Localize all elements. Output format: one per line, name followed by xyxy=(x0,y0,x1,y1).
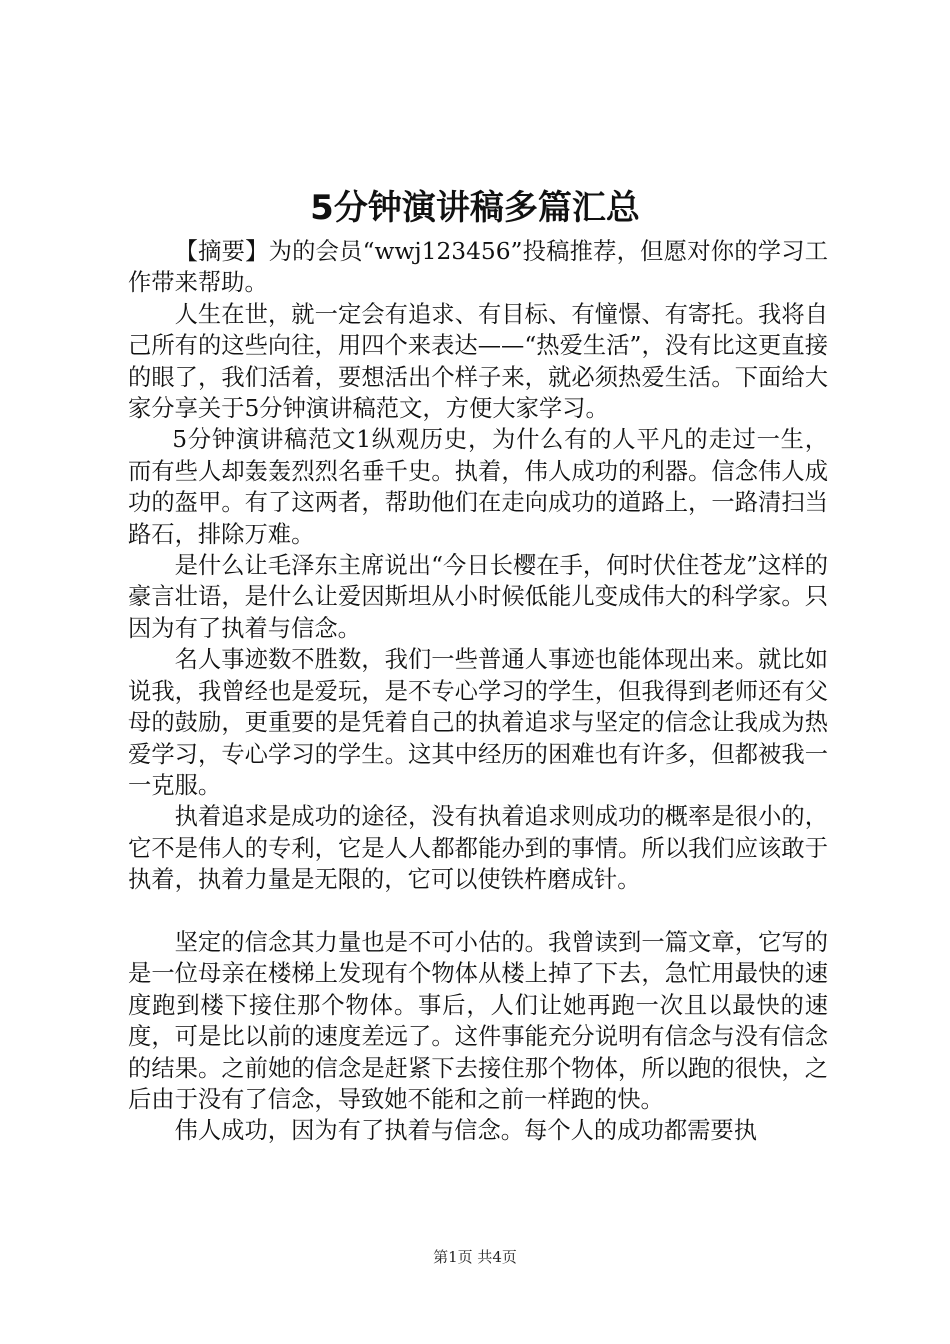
paragraph-abstract: 【摘要】为的会员“wwj123456”投稿推荐，但愿对你的学习工作带来帮助。 xyxy=(128,238,828,297)
document-title: 5分钟演讲稿多篇汇总 xyxy=(310,188,640,228)
paragraph-persistence: 执着追求是成功的途径，没有执着追求则成功的概率是很小的，它不是伟人的专利，它是人人都都能办到的事情。所以我们应该敢于执着，执着力量是无限的，它可以使铁杵磨成针。 xyxy=(128,803,828,894)
paragraph-conclusion-start: 伟人成功，因为有了执着与信念。每个人的成功都需要执 xyxy=(174,1117,758,1145)
page-number-footer: 第1页 共4页 xyxy=(433,1248,517,1266)
document-body xyxy=(128,236,828,1147)
paragraph-spacer xyxy=(128,896,828,927)
paragraph-personal-story: 名人事迹数不胜数，我们一些普通人事迹也能体现出来。就比如说我，我曾经也是爱玩，是不专心学习的学生，但我得到老师还有父母的鼓励，更重要的是凭着自己的执着追求与坚定的信念让我成为热爱学习，专心学习的学生。这其中经历的困难也有许多，但都被我一一克服。 xyxy=(128,646,828,799)
paragraph-mao-einstein: 是什么让毛泽东主席说出“今日长樱在手，何时伏住苍龙”这样的豪言壮语，是什么让爱因斯坦从小时候低能儿变成伟大的科学家。只因为有了执着与信念。 xyxy=(128,552,828,642)
paragraph-belief-story: 坚定的信念其力量也是不可小估的。我曾读到一篇文章，它写的是一位母亲在楼梯上发现有个物体从楼上掉了下去，急忙用最快的速度跑到楼下接住那个物体。事后，人们让她再跑一次且以最快的速度，可是比以前的速度差远了。这件事能充分说明有信念与没有信念的结果。之前她的信念是赶紧下去接住那个物体，所以跑的很快，之后由于没有了信念，导致她不能和之前一样跑的快。 xyxy=(128,928,828,1113)
paragraph-sample-1: 5分钟演讲稿范文1纵观历史，为什么有的人平凡的走过一生，而有些人却轰轰烈烈名垂千史。执着，伟人成功的利器。信念伟人成功的盔甲。有了这两者，帮助他们在走向成功的道路上，一路清扫当路石，排除万难。 xyxy=(128,426,828,548)
paragraph-intro: 人生在世，就一定会有追求、有目标、有憧憬、有寄托。我将自己所有的这些向往，用四个来表达——“热爱生活”，没有比这更直接的眼了，我们活着，要想活出个样子来，就必须热爱生活。下面给大家分享关于5分钟演讲稿范文，方便大家学习。 xyxy=(128,300,828,423)
